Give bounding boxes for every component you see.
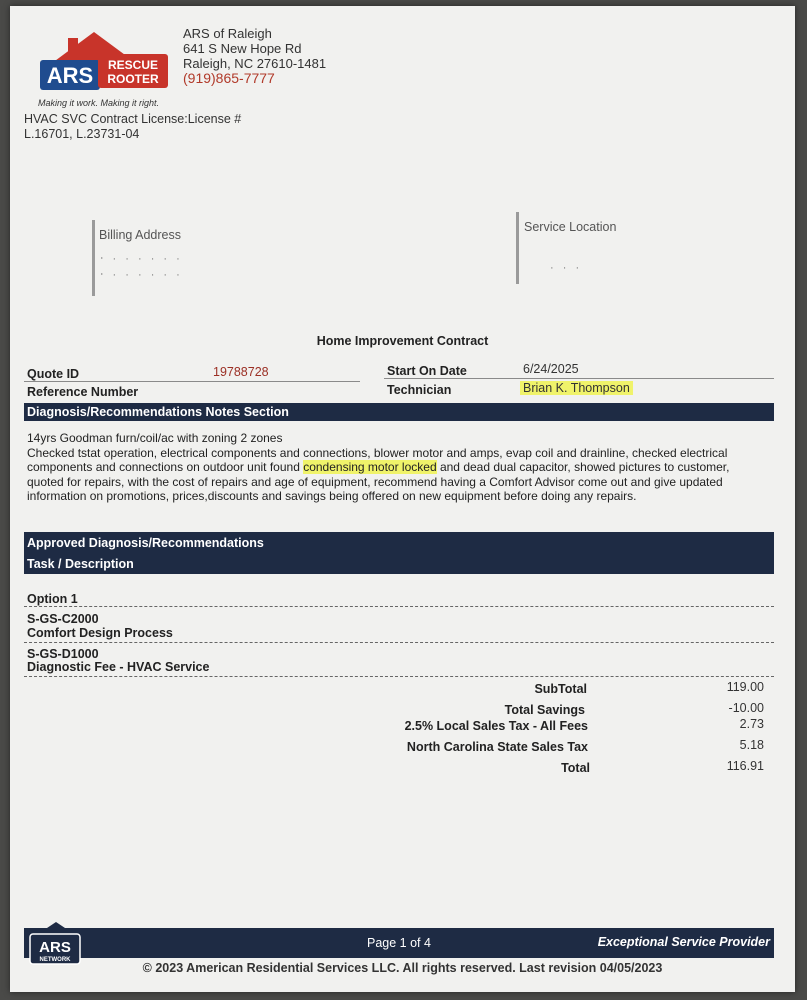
highlighted-finding: condensing motor locked (303, 460, 437, 475)
license-line-2: L.16701, L.23731-04 (24, 127, 140, 141)
total-label: Total (561, 761, 590, 775)
local-tax-label: 2.5% Local Sales Tax - All Fees (404, 719, 588, 733)
service-redacted-line: · · · (550, 262, 583, 274)
task-description: Diagnostic Fee - HVAC Service (27, 660, 210, 674)
license-line-1: HVAC SVC Contract License:License # (24, 112, 242, 126)
technician-value: Brian K. Thompson (520, 381, 633, 395)
company-info (183, 26, 326, 86)
total-savings-value: -10.00 (728, 701, 764, 715)
notes-section-header: Diagnosis/Recommendations Notes Section (24, 403, 774, 421)
company-phone: (919)865-7777 (183, 70, 275, 86)
row-line (384, 378, 774, 379)
notes-body: Checked tstat operation, electrical components and connections, blower motor and amps, evap coil and drainline, checked electrical components and connections on outdoor unit found condensing motor locked and dead dual capacitor, showed pictures to customer, quoted for repairs, with the cost of repairs and age of equipment, recommend having a Comfort Advisor come out and give updated information on promotions, prices,discounts and savings being offered on new equipment before doing any repairs. (27, 445, 730, 504)
reference-number-label: Reference Number (27, 385, 139, 399)
diagnosis-notes (27, 431, 767, 504)
approved-section-header: Approved Diagnosis/Recommendations (24, 532, 774, 554)
local-tax-value: 2.73 (739, 717, 764, 731)
state-tax-value: 5.18 (739, 738, 764, 752)
subtotal-label: SubTotal (534, 682, 587, 696)
tagline: Making it work. Making it right. (38, 98, 160, 108)
row-line (24, 381, 360, 382)
contract-title: Home Improvement Contract (316, 334, 489, 348)
state-tax-label: North Carolina State Sales Tax (406, 740, 588, 754)
task-code: S-GS-D1000 (27, 647, 99, 661)
billing-redacted-line: ‧ · · · · · · (100, 253, 183, 265)
task-code: S-GS-C2000 (27, 612, 99, 626)
copyright-notice: © 2023 American Residential Services LLC. All rights reserved. Last revision 04/05/2023 (142, 961, 663, 975)
billing-redacted-line: ‧ · · · · · · (100, 269, 183, 281)
dashed-divider (24, 676, 774, 677)
contract-page (10, 6, 795, 992)
technician-label: Technician (387, 383, 452, 397)
svg-text:ROOTER: ROOTER (107, 72, 159, 86)
start-date-value: 6/24/2025 (523, 362, 579, 376)
subtotal-value: 119.00 (726, 680, 764, 694)
svg-text:ARS: ARS (39, 939, 71, 956)
notes-line-1: 14yrs Goodman furn/coil/ac with zoning 2 zones (27, 431, 283, 445)
total-savings-label: Total Savings (504, 703, 585, 717)
task-description: Comfort Design Process (27, 626, 173, 640)
footer-band (24, 928, 774, 958)
billing-address-label: Billing Address (99, 228, 181, 242)
dashed-divider (24, 606, 774, 607)
service-divider (516, 212, 519, 284)
dashed-divider (24, 642, 774, 643)
total-value: 116.91 (726, 759, 764, 773)
option-label: Option 1 (27, 592, 78, 606)
task-description-header: Task / Description (24, 554, 774, 574)
ars-rescue-rooter-logo (34, 20, 184, 112)
footer-slogan: Exceptional Service Provider (597, 935, 770, 949)
service-location-label: Service Location (524, 220, 617, 234)
company-street: 641 S New Hope Rd (183, 41, 302, 56)
quote-id-label: Quote ID (27, 367, 80, 381)
logo-main-text: ARS (46, 63, 94, 88)
start-date-label: Start On Date (387, 364, 467, 378)
billing-divider (92, 220, 95, 296)
svg-text:RESCUE: RESCUE (107, 58, 159, 72)
svg-text:NETWORK: NETWORK (39, 957, 71, 963)
company-name: ARS of Raleigh (183, 26, 272, 41)
page-indicator: Page 1 of 4 (367, 936, 431, 950)
company-city: Raleigh, NC 27610-1481 (183, 56, 327, 71)
license-info (24, 112, 241, 142)
quote-id-value: 19788728 (213, 365, 269, 379)
